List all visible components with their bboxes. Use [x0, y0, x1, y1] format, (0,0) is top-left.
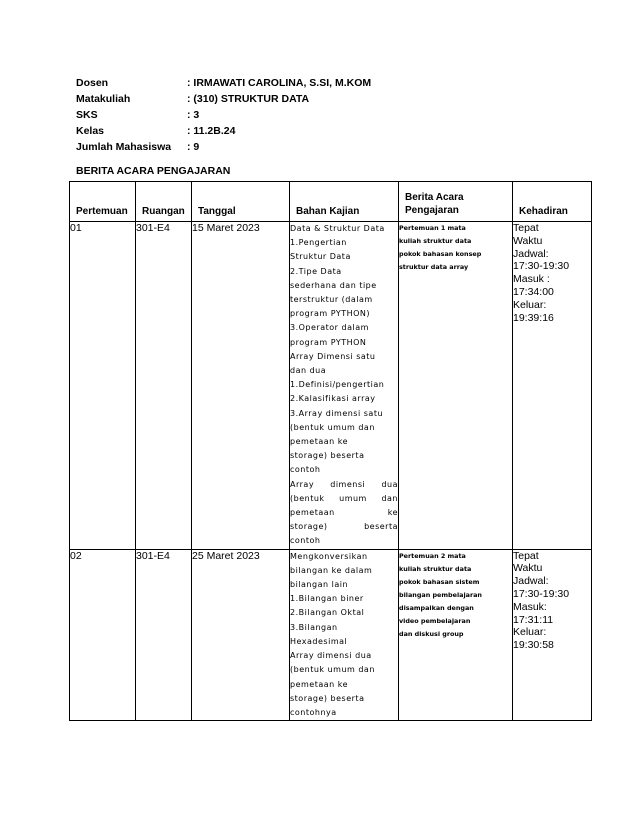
cell-pertemuan: 02	[70, 549, 136, 720]
cell-ruangan: 301-E4	[136, 549, 192, 720]
bahan-line: (bentuk umum dan	[290, 422, 375, 432]
bahan-line: 1.Pengertian	[290, 238, 347, 248]
bahan-line: contohnya	[290, 707, 337, 717]
column-header-pertemuan: Pertemuan	[70, 182, 136, 222]
bahan-line: 3.Bilangan	[290, 622, 338, 632]
bahan-line: contoh	[290, 536, 321, 546]
bahan-line: Data & Struktur Data	[290, 224, 385, 233]
cell-berita-acara	[399, 222, 513, 550]
info-value: : 11.2B.24	[187, 125, 236, 137]
bahan-line: 3.Array dimensi satu	[290, 408, 384, 418]
bahan-line: terstruktur (dalam	[290, 295, 373, 305]
cell-bahan-kajian	[290, 222, 399, 550]
kehadiran-line: 17:34:00	[513, 285, 554, 298]
info-row-jumlah-mahasiswa	[76, 139, 371, 155]
berita-line: dan diskusi group	[399, 629, 464, 638]
kehadiran-line: Waktu	[513, 234, 543, 247]
bahan-line: Array dimensi dua	[290, 479, 398, 489]
bahan-line: 2.Tipe Data	[290, 266, 342, 276]
kehadiran-line: Masuk:	[513, 600, 547, 613]
berita-line: pokok bahasan konsep	[399, 250, 482, 258]
bahan-line: Array dimensi dua	[290, 651, 372, 661]
info-row-kelas	[76, 123, 371, 139]
kehadiran-line: 17:30-19:30	[513, 588, 570, 601]
berita-line: struktur data array	[399, 263, 469, 271]
kehadiran-line: Jadwal:	[513, 575, 549, 588]
bahan-line: program PYTHON	[290, 337, 367, 347]
info-value: : IRMAWATI CAROLINA, S.SI, M.KOM	[187, 77, 372, 89]
berita-line: Pertemuan 1 mata	[399, 224, 466, 232]
bahan-line: bilangan lain	[290, 580, 349, 590]
bahan-line: pemetaan ke	[290, 508, 398, 518]
cell-tanggal: 25 Maret 2023	[192, 549, 290, 720]
table-header-row	[70, 182, 592, 222]
kehadiran-line: Keluar:	[513, 298, 547, 311]
column-header-ruangan: Ruangan	[136, 182, 192, 222]
table-row	[70, 222, 592, 550]
berita-line: Pertemuan 2 mata	[399, 551, 466, 560]
berita-line: kuliah struktur data	[399, 564, 472, 573]
cell-pertemuan: 01	[70, 222, 136, 550]
info-label: Matakuliah	[76, 93, 131, 105]
bahan-line: dan dua	[290, 366, 327, 376]
bahan-line: Mengkonversikan	[290, 551, 368, 561]
berita-line: video pembelajaran	[399, 616, 471, 625]
info-value: : 9	[187, 141, 200, 153]
bahan-line: sederhana dan tipe	[290, 280, 377, 290]
info-label: Dosen	[76, 77, 109, 89]
bahan-line: Struktur Data	[290, 252, 351, 262]
info-row-matakuliah	[76, 91, 371, 107]
info-label: Jumlah Mahasiswa	[76, 141, 172, 153]
info-label: SKS	[76, 109, 98, 121]
kehadiran-line: Tepat	[513, 549, 539, 562]
kehadiran-line: Waktu	[513, 562, 543, 575]
kehadiran-line: Jadwal:	[513, 247, 549, 260]
berita-line: kuliah struktur data	[399, 237, 472, 245]
bahan-line: 2.Bilangan Oktal	[290, 608, 365, 618]
bahan-line: 3.Operator dalam	[290, 323, 369, 333]
column-header-bahan-kajian: Bahan Kajian	[290, 182, 399, 222]
bahan-line: (bentuk umum dan	[290, 665, 375, 675]
cell-kehadiran	[513, 222, 592, 550]
kehadiran-line: 17:30-19:30	[513, 260, 570, 273]
course-info	[76, 75, 371, 155]
bahan-line: pemetaan ke	[290, 437, 349, 447]
bahan-line: program PYTHON)	[290, 309, 371, 319]
bahan-line: Array Dimensi satu	[290, 351, 376, 361]
bahan-line: contoh	[290, 465, 321, 475]
kehadiran-line: 19:30:58	[513, 639, 554, 652]
bahan-line: pemetaan ke	[290, 679, 349, 689]
berita-line: disampaikan dengan	[399, 603, 474, 612]
cell-bahan-kajian	[290, 549, 399, 720]
cell-tanggal: 15 Maret 2023	[192, 222, 290, 550]
berita-line: pokok bahasan sistem	[399, 577, 480, 586]
kehadiran-line: Tepat	[513, 222, 539, 234]
info-value: : (310) STRUKTUR DATA	[187, 93, 310, 105]
cell-berita-acara	[399, 549, 513, 720]
bahan-line: 1.Definisi/pengertian	[290, 380, 385, 390]
cell-kehadiran	[513, 549, 592, 720]
bahan-line: 2.Kalasifikasi array	[290, 394, 376, 404]
cell-ruangan: 301-E4	[136, 222, 192, 550]
column-header-kehadiran: Kehadiran	[513, 182, 592, 222]
kehadiran-line: Keluar:	[513, 626, 547, 639]
info-label: Kelas	[76, 125, 105, 137]
bahan-line: storage) beserta	[290, 451, 365, 461]
teaching-report-table	[69, 181, 592, 721]
info-row-dosen	[76, 75, 371, 91]
bahan-line: storage) beserta	[290, 693, 365, 703]
bahan-line: storage) beserta	[290, 522, 398, 532]
bahan-line: bilangan ke dalam	[290, 565, 373, 575]
bahan-line: 1.Bilangan biner	[290, 594, 364, 604]
info-value: : 3	[187, 109, 200, 121]
bahan-line: Hexadesimal	[290, 636, 348, 646]
kehadiran-line: 19:39:16	[513, 311, 554, 324]
bahan-line: (bentuk umum dan	[290, 493, 398, 503]
column-header-berita-acara: Berita Acara Pengajaran	[399, 182, 513, 222]
kehadiran-line: Masuk :	[513, 273, 550, 286]
berita-line: bilangan pembelajaran	[399, 590, 482, 599]
column-header-tanggal: Tanggal	[192, 182, 290, 222]
kehadiran-line: 17:31:11	[513, 613, 554, 626]
table-row	[70, 549, 592, 720]
info-row-sks	[76, 107, 371, 123]
section-title: BERITA ACARA PENGAJARAN	[76, 165, 231, 177]
